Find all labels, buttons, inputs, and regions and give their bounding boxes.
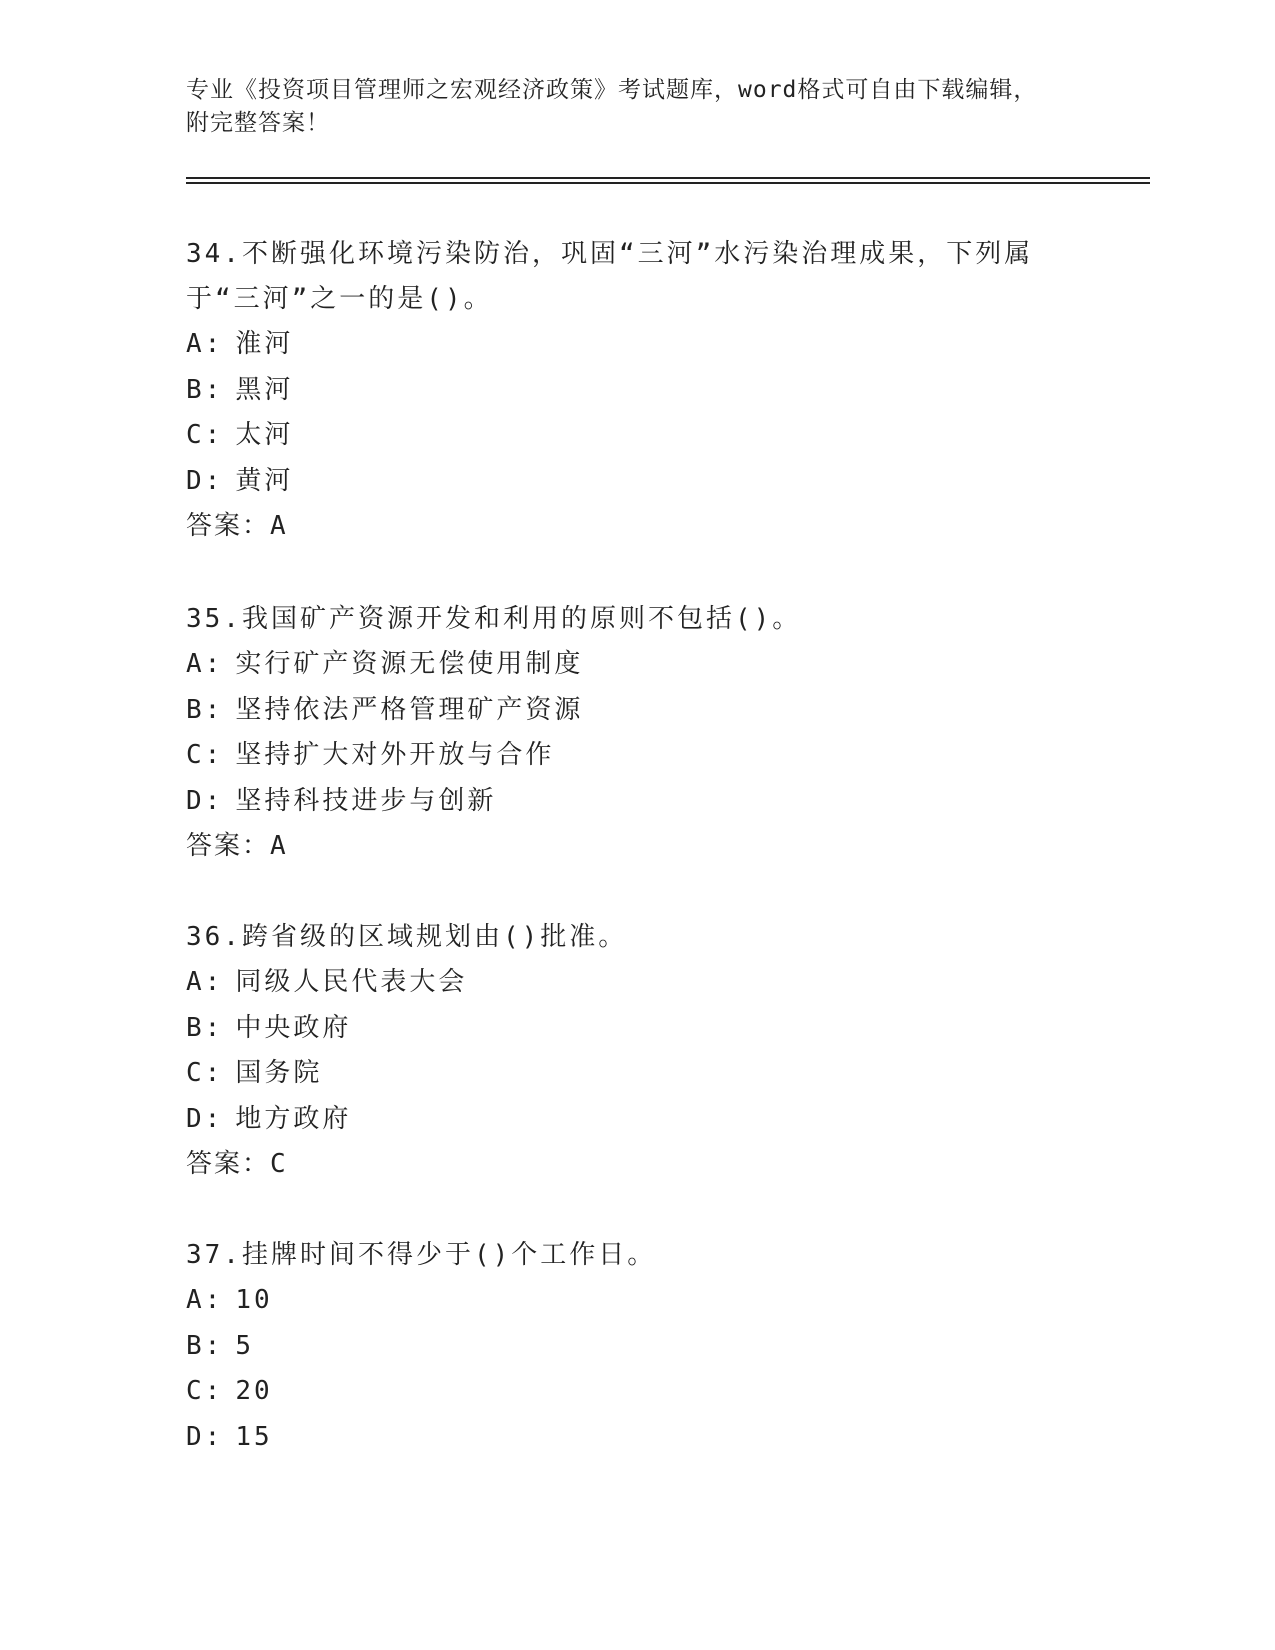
option-text: 同级人民代表大会 <box>235 967 468 997</box>
option-text: 坚持依法严格管理矿产资源 <box>235 694 584 725</box>
option-text: 淮河 <box>235 329 294 359</box>
option-letter: D: <box>186 465 224 496</box>
answer-label: 答案： <box>186 511 271 541</box>
answer-value: A <box>270 831 288 861</box>
option-a <box>186 642 1086 688</box>
option-text: 10 <box>235 1285 273 1315</box>
option-b <box>186 368 1086 414</box>
question-stem: 36.跨省级的区域规划由()批准。 <box>186 922 628 952</box>
option-text: 坚持科技进步与创新 <box>235 785 497 816</box>
document-header <box>186 74 1086 140</box>
answer-line <box>186 1142 1086 1188</box>
option-text: 黑河 <box>235 374 294 405</box>
option-text: 5 <box>235 1330 254 1361</box>
option-text: 中央政府 <box>235 1012 352 1043</box>
option-letter: A: <box>186 329 224 359</box>
option-d <box>186 1415 1086 1461</box>
option-d <box>186 1097 1086 1143</box>
question-35 <box>186 597 1086 870</box>
option-text: 太河 <box>235 420 294 450</box>
option-letter: D: <box>186 1421 224 1452</box>
answer-label: 答案： <box>186 831 271 861</box>
option-letter: B: <box>186 1330 224 1361</box>
option-d <box>186 459 1086 505</box>
option-text: 实行矿产资源无偿使用制度 <box>235 649 584 679</box>
option-text: 黄河 <box>235 465 294 496</box>
header-line-1: 专业《投资项目管理师之宏观经济政策》考试题库，word格式可自由下载编辑， <box>186 77 1038 103</box>
option-b <box>186 688 1086 734</box>
answer-value: C <box>270 1149 288 1179</box>
answer-label: 答案： <box>186 1149 271 1179</box>
header-divider-bottom <box>186 182 1150 184</box>
option-text: 国务院 <box>235 1058 323 1088</box>
option-c <box>186 1051 1086 1097</box>
option-a <box>186 960 1086 1006</box>
header-line-2: 附完整答案！ <box>186 110 330 136</box>
option-text: 15 <box>235 1421 273 1452</box>
option-letter: B: <box>186 374 224 405</box>
option-letter: A: <box>186 1285 224 1315</box>
option-text: 地方政府 <box>235 1103 352 1134</box>
question-37 <box>186 1233 1086 1460</box>
option-letter: C: <box>186 1058 224 1088</box>
option-text: 坚持扩大对外开放与合作 <box>235 740 555 770</box>
option-b <box>186 1324 1086 1370</box>
answer-line <box>186 504 1086 550</box>
question-stem: 35.我国矿产资源开发和利用的原则不包括()。 <box>186 604 802 634</box>
header-divider-top <box>186 177 1150 179</box>
option-c <box>186 1369 1086 1415</box>
question-34 <box>186 232 1086 550</box>
option-text: 20 <box>235 1376 273 1406</box>
option-letter: A: <box>186 649 224 679</box>
option-letter: A: <box>186 967 224 997</box>
option-letter: C: <box>186 740 224 770</box>
option-letter: D: <box>186 785 224 816</box>
question-stem: 34.不断强化环境污染防治，巩固“三河”水污染治理成果，下列属于“三河”之一的是()。 <box>186 239 1034 314</box>
option-a <box>186 322 1086 368</box>
answer-line <box>186 824 1086 870</box>
question-stem: 37.挂牌时间不得少于()个工作日。 <box>186 1240 657 1270</box>
option-b <box>186 1006 1086 1052</box>
answer-value: A <box>270 511 288 541</box>
option-c <box>186 733 1086 779</box>
option-letter: C: <box>186 420 224 450</box>
option-a <box>186 1278 1086 1324</box>
option-letter: B: <box>186 1012 224 1043</box>
option-d <box>186 779 1086 825</box>
question-36 <box>186 915 1086 1188</box>
option-letter: D: <box>186 1103 224 1134</box>
option-c <box>186 413 1086 459</box>
option-letter: C: <box>186 1376 224 1406</box>
option-letter: B: <box>186 694 224 725</box>
